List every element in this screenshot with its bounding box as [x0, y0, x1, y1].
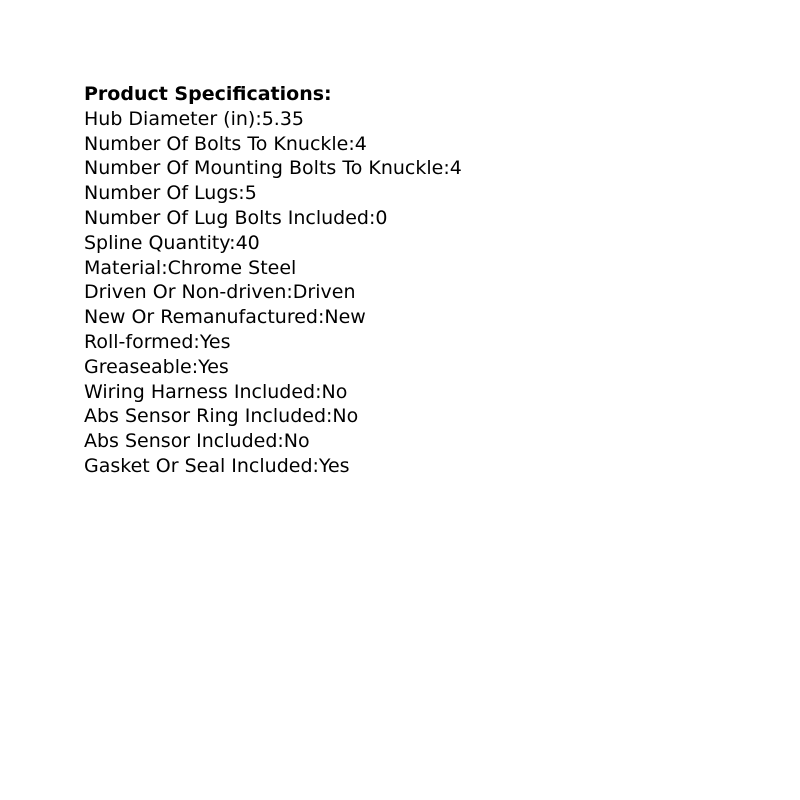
spec-driven: Driven Or Non-driven:Driven — [84, 281, 356, 304]
spec-greaseable: Greaseable:Yes — [84, 355, 229, 378]
spec-abs-sensor-ring: Abs Sensor Ring Included:No — [84, 405, 359, 428]
spec-lug-bolts-included: Number Of Lug Bolts Included:0 — [84, 206, 388, 229]
spec-material: Material:Chrome Steel — [84, 256, 297, 279]
spec-spline-quantity: Spline Quantity:40 — [84, 231, 260, 254]
specifications-heading: Product Specifications: — [84, 83, 332, 105]
spec-number-of-lugs: Number Of Lugs:5 — [84, 182, 257, 205]
spec-hub-diameter: Hub Diameter (in):5.35 — [84, 107, 305, 130]
specifications-list — [84, 107, 462, 479]
spec-wiring-harness: Wiring Harness Included:No — [84, 380, 348, 403]
product-specifications — [84, 82, 462, 479]
spec-bolts-to-knuckle: Number Of Bolts To Knuckle:4 — [84, 132, 367, 155]
spec-gasket-or-seal: Gasket Or Seal Included:Yes — [84, 454, 350, 477]
spec-new-or-remanufactured: New Or Remanufactured:New — [84, 306, 366, 329]
spec-roll-formed: Roll-formed:Yes — [84, 330, 231, 353]
spec-mounting-bolts-to-knuckle: Number Of Mounting Bolts To Knuckle:4 — [84, 157, 462, 180]
spec-abs-sensor: Abs Sensor Included:No — [84, 430, 310, 453]
